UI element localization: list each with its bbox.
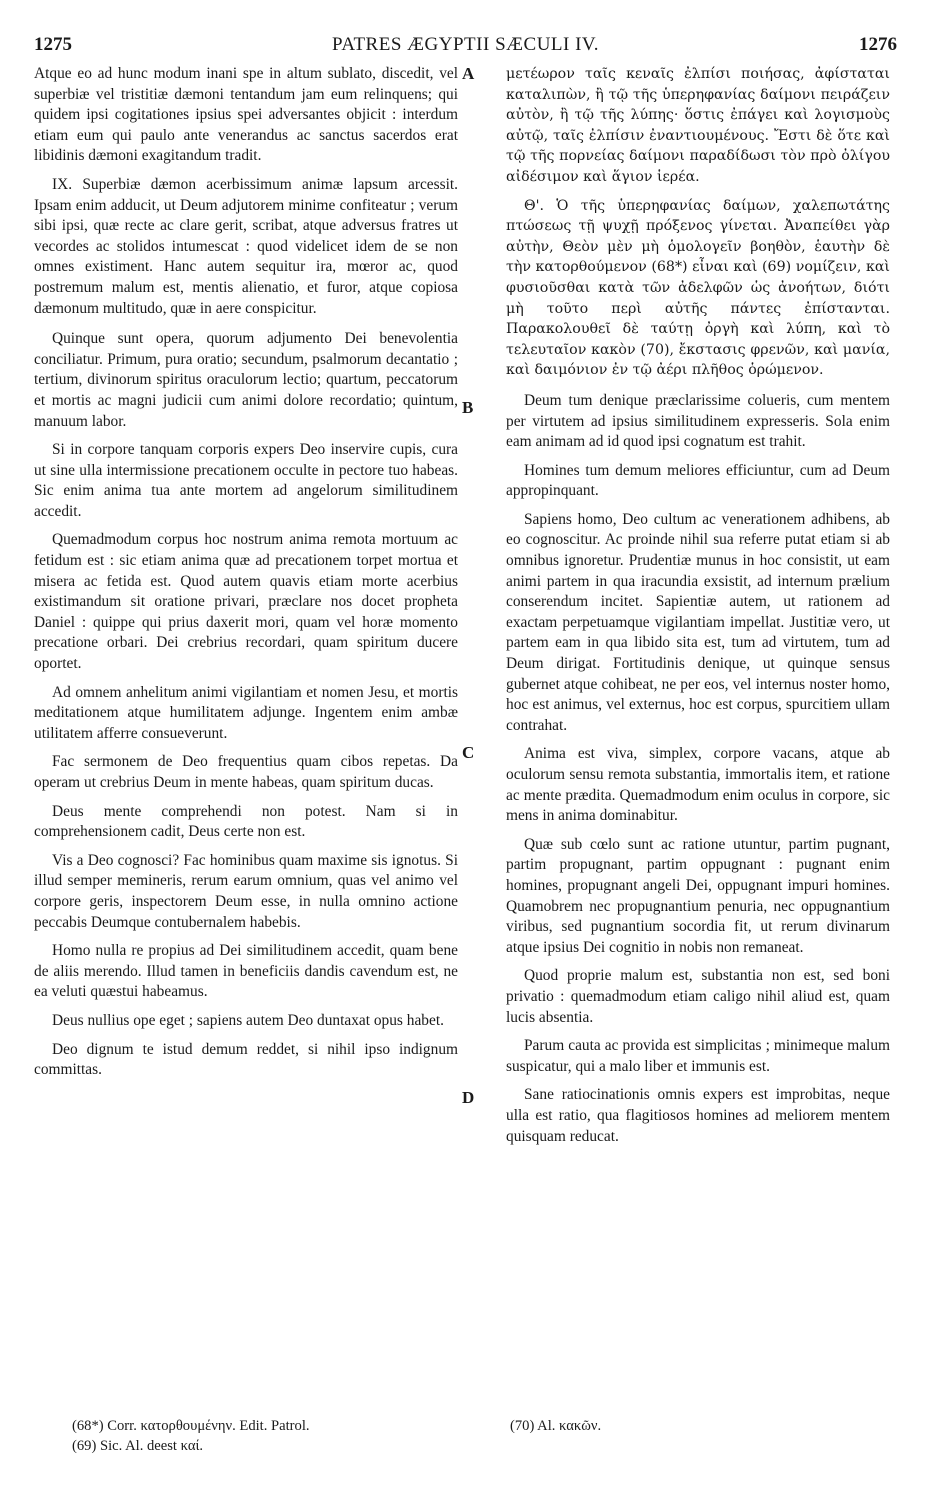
paragraph: Parum cauta ac provida est simplicitas ; minimeque malum suspicatur, qui a malo liber et immunis est. xyxy=(506,1037,890,1075)
margin-marker-c: C xyxy=(462,743,475,762)
paragraph: Homo nulla re propius ad Dei similitudinem accedit, quam bene de aliis merendo. Illud tamen in beneficiis dandis cavendum est, ne ea veluti quæstui habeamus. xyxy=(34,942,458,1001)
paragraph: Homines tum demum meliores efficiuntur, cum ad Deum appropinquant. xyxy=(506,461,890,500)
margin-marker-b: B xyxy=(462,398,474,417)
paragraph: Vis a Deo cognosci? Fac hominibus quam maxime sis ignotus. Si illud semper memineris, rerum earum omnium, quas vel animo vel corpore geris, inspectorem Deum esse, in nulla omnino actione peccabis Deumque contubernalem habebis. xyxy=(34,851,458,931)
paragraph: Deus nullius ope eget ; sapiens autem Deo duntaxat opus habet. xyxy=(52,1011,444,1029)
paragraph: Quinque sunt opera, quorum adjumento Dei benevolentia conciliatur. Primum, pura oratio; secundum, psalmorum decantatio ; tertium, divinorum spiritus oraculorum lectio; quartum, peccatorum et mortis ac magni judicii cum animi dolore recordatio; quintum, manuum labor. xyxy=(34,330,458,430)
paragraph: Quæ sub cœlo sunt ac ratione utuntur, partim pugnant, partim propugnant, partim oppugnant : pugnant enim homines, propugnant angeli Dei, oppugnant impuri homines. Quamobrem nec propugnantium penuria, nec oppugnantium viribus, sed pugnantium socordia fit, ut rerum divinarum atque ipsius Dei cognitio in nobis non remaneat. xyxy=(506,835,890,956)
left-column-latin xyxy=(34,64,458,1089)
footnotes-left xyxy=(72,1416,452,1456)
footnote: (68*) Corr. κατορθουμένην. Edit. Patrol. xyxy=(72,1418,310,1434)
page-number-right: 1276 xyxy=(859,34,897,55)
paragraph: IX. Superbiæ dæmon acerbissimum animæ lapsum arcessit. Ipsam enim adducit, ut Deum adjutorem minime confiteatur ; verum sibi ipsi, quæ recte ac clare gerit, scribat, atque adversus fratres ut vecordes ac stolidos intumescat : quod videlicet idem de se non omnes existiment. Hanc autem sequitur ira, mœror ac, quod postremum malum est, mentis alienatio, et furor, atque copiosa dæmonum multitudo, quæ in aere conspicitur. xyxy=(34,175,458,317)
paragraph: Deum tum denique præclarissime colueris, cum mentem per virtutem ad ipsius similitudinem expresseris. Sola enim eam animam ad id quod ipsi cognatum est trahit. xyxy=(506,391,890,451)
running-title: PATRES ÆGYPTII SÆCULI IV. xyxy=(332,34,599,55)
page-header xyxy=(34,34,897,60)
paragraph: Atque eo ad hunc modum inani spe in altum sublato, discedit, vel superbiæ vel tristitiæ dæmoni tentandum jam eum relinquens; qui quidem ipsi cogitationes ipsius spei adversantes objicit : interdum etiam eum qui paulo ante venerandus ac sanctus sacerdos erat libidinis dæmoni exagitandum tradit. xyxy=(34,65,458,165)
footnote: (70) Al. κακῶν. xyxy=(510,1418,602,1434)
paragraph: Quod proprie malum est, substantia non est, sed boni privatio : quemadmodum etiam caligo nihil aliud est, quam lucis absentia. xyxy=(506,967,890,1026)
page-number-left: 1275 xyxy=(34,34,72,55)
footnote: (69) Sic. Al. deest καί. xyxy=(72,1438,204,1454)
paragraph: Fac sermonem de Deo frequentius quam cibos repetas. Da operam ut crebrius Deum in mente habeas, quam spiritum ducas. xyxy=(34,753,458,791)
paragraph: Anima est viva, simplex, corpore vacans, atque ab oculorum sensu remota substantia, immortalis item, et ratione ac mente prædita. Quemadmodum enim oculus in corpore, sic mens in anima dominabitur. xyxy=(506,745,890,825)
paragraph: Si in corpore tanquam corporis expers Deo inservire cupis, cura ut sine ulla intermissione precationem occulte in pectore tuo habeas. Sic enim anima tua ante mortem ad angelorum similitudinem accedit. xyxy=(34,441,458,520)
footnotes-right xyxy=(510,1416,890,1436)
right-column xyxy=(506,64,890,1155)
paragraph: Sapiens homo, Deo cultum ac venerationem adhibens, ab eo cognoscitur. Ac proinde nihil sua referre putat etiam si ab omnibus ignoretur. Prudentiæ munus in hoc consistit, ut eam animi partem in qua iracundia exsistit, ad internum prælium conserendum incitet. Sapientiæ autem, ut rationem ad exactam perpetuamque vigilantiam impellat. Justitiæ vero, ut partem eam in qua libido sita est, tum ad virtutem, tum ad Deum dirigat. Fortitudinis denique, ut quinque sensus gubernet atque cohibeat, ne per eos, vel internus noster homo, hoc est animus, vel externus, hoc est corpus, spurcitiem ullam contrahat. xyxy=(506,510,890,734)
greek-paragraph: Θ'. Ὁ τῆς ὑπερηφανίας δαίμων, χαλεπωτάτης πτώσεως τῇ ψυχῇ πρόξενος γίνεται. Ἀναπείθει γὰρ αὐτὴν, Θεὸν μὲν μὴ ὁμολογεῖν βοηθὸν, ἑαυτὴν δὲ τὴν κατορθούμενον (68*) εἶναι καὶ (69) νομίζειν, καὶ φυσιοῦσθαι κατὰ τῶν ἀδελφῶν ὡς ἀνοήτων, διότι μὴ τοῦτο περὶ αὐτῆς πάντες ἐπίστανται. Παρακολουθεῖ δὲ ταύτῃ ὀργὴ καὶ λύπη, καὶ τὸ τελευταῖον κακὸν (70), ἔκστασις φρενῶν, καὶ μανία, καὶ δαιμόνιον ἐν τῷ ἀέρι πλῆθος ὁρώμενον. xyxy=(506,197,890,379)
paragraph: Sane ratiocinationis omnis expers est improbitas, neque ulla est ratio, qua flagitiosos homines ad meliorem mentem quisquam reducat. xyxy=(506,1086,890,1145)
greek-paragraph: μετέωρον ταῖς κεναῖς ἐλπίσι ποιήσας, ἀφίσταται καταλιπὼν, ἢ τῷ τῆς ὑπερηφανίας δαίμονι πειράζειν αὐτὸν, ἢ τῷ τῆς λύπης· ὅστις ἐπάγει καὶ λογισμοὺς αὐτῷ, ταῖς ἐλπίσιν ἐναντιουμένους. Ἔστι δὲ ὅτε καὶ τῷ τῆς πορνείας δαίμονι παραδίδωσι τὸν πρὸ ὀλίγου αἰδέσιμον καὶ ἅγιον ἱερέα. xyxy=(506,66,890,185)
paragraph: Ad omnem anhelitum animi vigilantiam et nomen Jesu, et mortis meditationem atque humilitatem adjunge. Ingentem enim ambæ utilitatem afferre consueverunt. xyxy=(34,683,458,742)
paragraph: Deus mente comprehendi non potest. Nam si in comprehensionem cadit, Deus certe non est. xyxy=(34,802,458,841)
margin-marker-d: D xyxy=(462,1088,475,1107)
paragraph: Quemadmodum corpus hoc nostrum anima remota mortuum ac fetidum est : sic etiam anima quæ ad precationem torpet mortua et misera ac fetida est. Quod autem quavis etiam morte acerbius existimandum sit oratione privari, præclare nos docet propheta Daniel : quippe qui prius daxerit mori, quam vel horæ momento precatione orbari. Dei crebrius recordari, quam spiritum ducere oportet. xyxy=(34,531,458,673)
paragraph: Deo dignum te istud demum reddet, si nihil ipso indignum committas. xyxy=(34,1040,458,1079)
margin-marker-a: A xyxy=(462,64,475,83)
